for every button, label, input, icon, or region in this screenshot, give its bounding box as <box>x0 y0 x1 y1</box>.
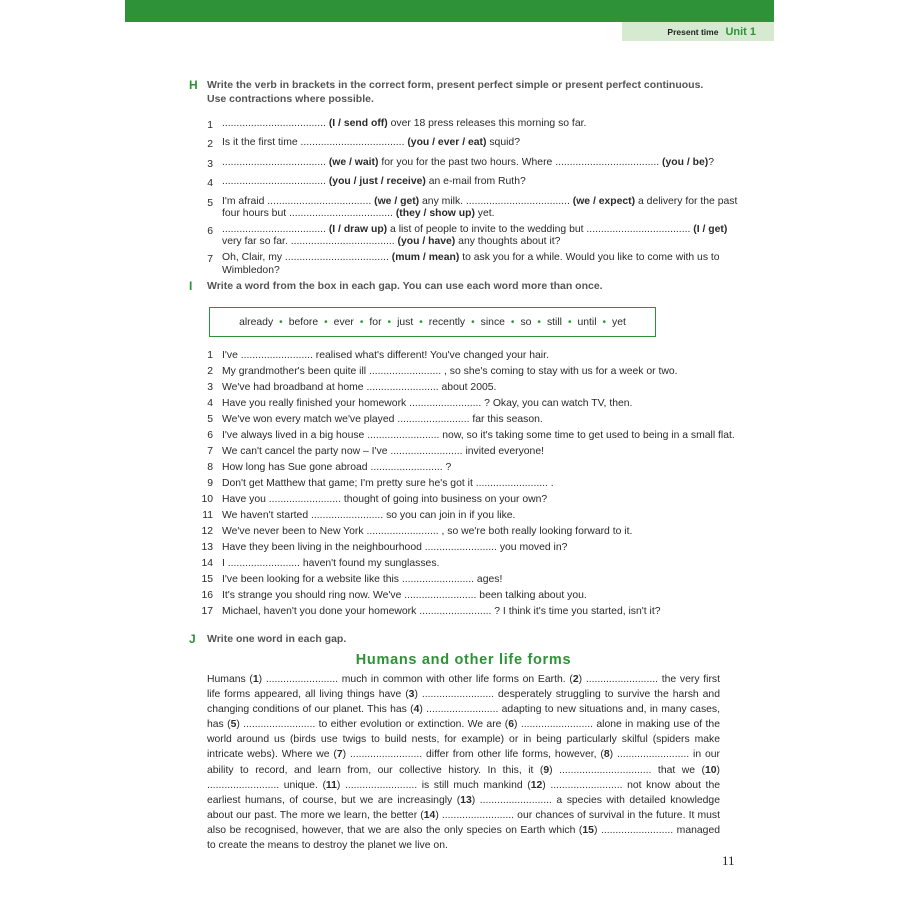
exercise-item <box>200 460 740 476</box>
box-word: for <box>369 316 382 328</box>
item-text: Have you ......................... thought of going into business on your own? <box>222 494 548 505</box>
item-text: I've always lived in a big house ......................... now, so it's taking some time to get used to being in a small flat. <box>222 430 735 441</box>
exercise-item <box>200 540 740 556</box>
item-number: 2 <box>207 139 213 151</box>
item-text: My grandmother's been quite ill ......................... , so she's coming to stay with us for a week or two. <box>222 366 678 377</box>
header-section-title: Present time <box>667 26 719 37</box>
bullet-icon: • <box>419 316 423 328</box>
exercise-item <box>200 492 740 508</box>
item-text: We've had broadband at home ......................... about 2005. <box>222 382 497 393</box>
box-word: since <box>480 316 505 328</box>
running-header <box>622 22 774 41</box>
item-text: Is it the first time .................................... (you / ever / eat) squid? <box>222 137 520 149</box>
item-number: 3 <box>207 382 213 393</box>
item-text: Oh, Clair, my .................................... (mum / mean) to ask you for a while. Would you like to come with us to Wimbledon? <box>222 252 723 276</box>
exercise-item <box>200 396 740 412</box>
box-word: until <box>577 316 597 328</box>
item-number: 14 <box>201 558 213 569</box>
section-h-instruction: Write the verb in brackets in the correct form, present perfect simple or present perfect continuous. Use contractions where possible. <box>207 79 704 105</box>
section-h-exercise-list <box>200 118 740 281</box>
bullet-icon: • <box>510 316 515 328</box>
exercise-item <box>200 176 740 192</box>
exercise-item <box>200 348 740 364</box>
section-h-letter: H <box>189 78 198 92</box>
item-number: 15 <box>201 574 213 585</box>
item-text: .................................... (I / draw up) a list of people to invite to the wedding but .................................... (I / get) very far so far. .................................... (you / have) any thoughts about it? <box>222 223 731 248</box>
item-number: 1 <box>207 350 213 361</box>
exercise-item <box>200 428 740 444</box>
item-number: 6 <box>207 430 213 441</box>
item-text: Have they been living in the neighbourhood ......................... you moved in? <box>222 542 568 553</box>
item-number: 10 <box>201 494 213 505</box>
exercise-item <box>200 588 740 604</box>
item-number: 4 <box>207 398 213 409</box>
item-text: It's strange you should ring now. We've ......................... been talking about you. <box>222 590 587 601</box>
item-text: Michael, haven't you done your homework ......................... ? I think it's time you started, isn't it? <box>222 606 661 617</box>
item-text: Don't get Matthew that game; I'm pretty sure he's got it ......................... . <box>222 478 554 489</box>
item-number: 16 <box>201 590 213 601</box>
exercise-item <box>200 137 740 153</box>
item-number: 17 <box>201 606 213 617</box>
box-word: so <box>520 316 532 328</box>
section-j-letter: J <box>189 632 196 646</box>
bullet-icon: • <box>471 316 475 328</box>
item-number: 2 <box>207 366 213 377</box>
box-word: before <box>288 316 319 328</box>
bullet-icon: • <box>387 316 392 328</box>
word-box <box>209 307 656 337</box>
item-number: 13 <box>201 542 213 553</box>
item-number: 1 <box>207 120 213 131</box>
item-text: I've been looking for a website like this ......................... ages! <box>222 574 503 585</box>
page-number: 11 <box>722 853 735 868</box>
item-number: 11 <box>202 510 213 521</box>
section-i-instruction: Write a word from the box in each gap. You can use each word more than once. <box>207 280 603 292</box>
item-text: I'm afraid .................................... (we / get) any milk. .................................... (we / expect) a delivery for the past four hours but .................................... (they / show up) yet. <box>222 195 741 220</box>
item-number: 12 <box>201 526 213 537</box>
item-number: 7 <box>207 254 213 266</box>
bullet-icon: • <box>567 316 572 328</box>
item-number: 6 <box>207 225 213 237</box>
item-number: 9 <box>207 478 213 489</box>
bullet-icon: • <box>602 316 607 328</box>
section-i-letter: I <box>189 279 193 293</box>
bullet-icon: • <box>537 316 541 328</box>
item-text: Have you really finished your homework ......................... ? Okay, you can watch TV, then. <box>222 398 633 409</box>
bullet-icon: • <box>324 316 328 328</box>
item-text: I ......................... haven't found my sunglasses. <box>222 558 440 569</box>
item-number: 5 <box>207 414 213 425</box>
box-word: still <box>546 316 562 328</box>
exercise-item <box>200 412 740 428</box>
exercise-item <box>200 380 740 396</box>
item-text: We've never been to New York ......................... , so we're both really looking forward to it. <box>222 526 633 537</box>
exercise-item <box>200 556 740 572</box>
item-text: .................................... (you / just / receive) an e-mail from Ruth? <box>222 176 526 188</box>
exercise-item <box>200 364 740 380</box>
item-number: 8 <box>207 462 213 473</box>
exercise-item <box>200 476 740 492</box>
item-text: I've ......................... realised what's different! You've changed your hair. <box>222 350 549 361</box>
header-unit-label: Unit 1 <box>725 25 756 38</box>
item-text: .................................... (I / send off) over 18 press releases this morning so far. <box>222 118 587 129</box>
item-text: We haven't started ......................... so you can join in if you like. <box>222 510 516 521</box>
item-number: 3 <box>207 158 213 170</box>
exercise-item <box>200 118 740 134</box>
story-paragraph: Humans (1) ......................... much in common with other life forms on Earth. (2) ......................... the very first life forms appeared, all living things have (3) ......................... desperately struggling to survive the harsh and changing conditions of our planet. This has (4) ......................... adapting to new situations and, in many cases, has (5) ......................... to either evolution or extinction. We are (6) ......................... alone in making use of the world around us (birds use twigs to build nests, for example) or in being particularly skilful (spiders make intricate webs). Where we (7) ......................... differ from other life forms, however, (8) ......................... in our ability to record, and learn from, our collective history. In this, it (9) ................................ that we (10) ......................... unique. (11) ......................... is still much mankind (12) ......................... not know about the earliest humans, of course, but we are increasingly (13) ......................... a species with detailed knowledge about our past. The more we learn, the better (14) ......................... our chances of survival in the future. It must also be recognised, however, that we are also the only species on Earth which (15) ......................... managed to create the means to destroy the planet we live on. <box>207 674 721 852</box>
box-word: yet <box>612 316 626 328</box>
box-word: ever <box>333 316 354 328</box>
item-text: We've won every match we've played ......................... far this season. <box>222 414 543 425</box>
story-title: Humans and other life forms <box>355 652 572 668</box>
item-number: 4 <box>207 178 213 190</box>
item-number: 7 <box>207 446 213 457</box>
item-number: 5 <box>207 197 213 209</box>
exercise-item <box>200 224 740 249</box>
item-text: How long has Sue gone abroad ......................... ? <box>222 462 452 473</box>
section-j-instruction: Write one word in each gap. <box>207 633 347 645</box>
exercise-item <box>200 444 740 460</box>
item-text: .................................... (we / wait) for you for the past two hours. Where .................................... (you / be)? <box>222 156 714 168</box>
top-color-bar <box>125 0 774 22</box>
exercise-item <box>200 196 740 221</box>
box-word: recently <box>428 316 466 328</box>
exercise-item <box>200 524 740 540</box>
box-word: just <box>397 316 414 328</box>
bullet-icon: • <box>279 316 283 328</box>
bullet-icon: • <box>359 316 364 328</box>
exercise-item <box>200 572 740 588</box>
item-text: We can't cancel the party now – I've ......................... invited everyone! <box>222 446 544 457</box>
exercise-item <box>200 604 740 620</box>
exercise-item <box>200 252 740 277</box>
exercise-item <box>200 508 740 524</box>
section-i-exercise-list <box>200 348 740 620</box>
exercise-item <box>200 157 740 173</box>
box-word: already <box>239 316 274 328</box>
